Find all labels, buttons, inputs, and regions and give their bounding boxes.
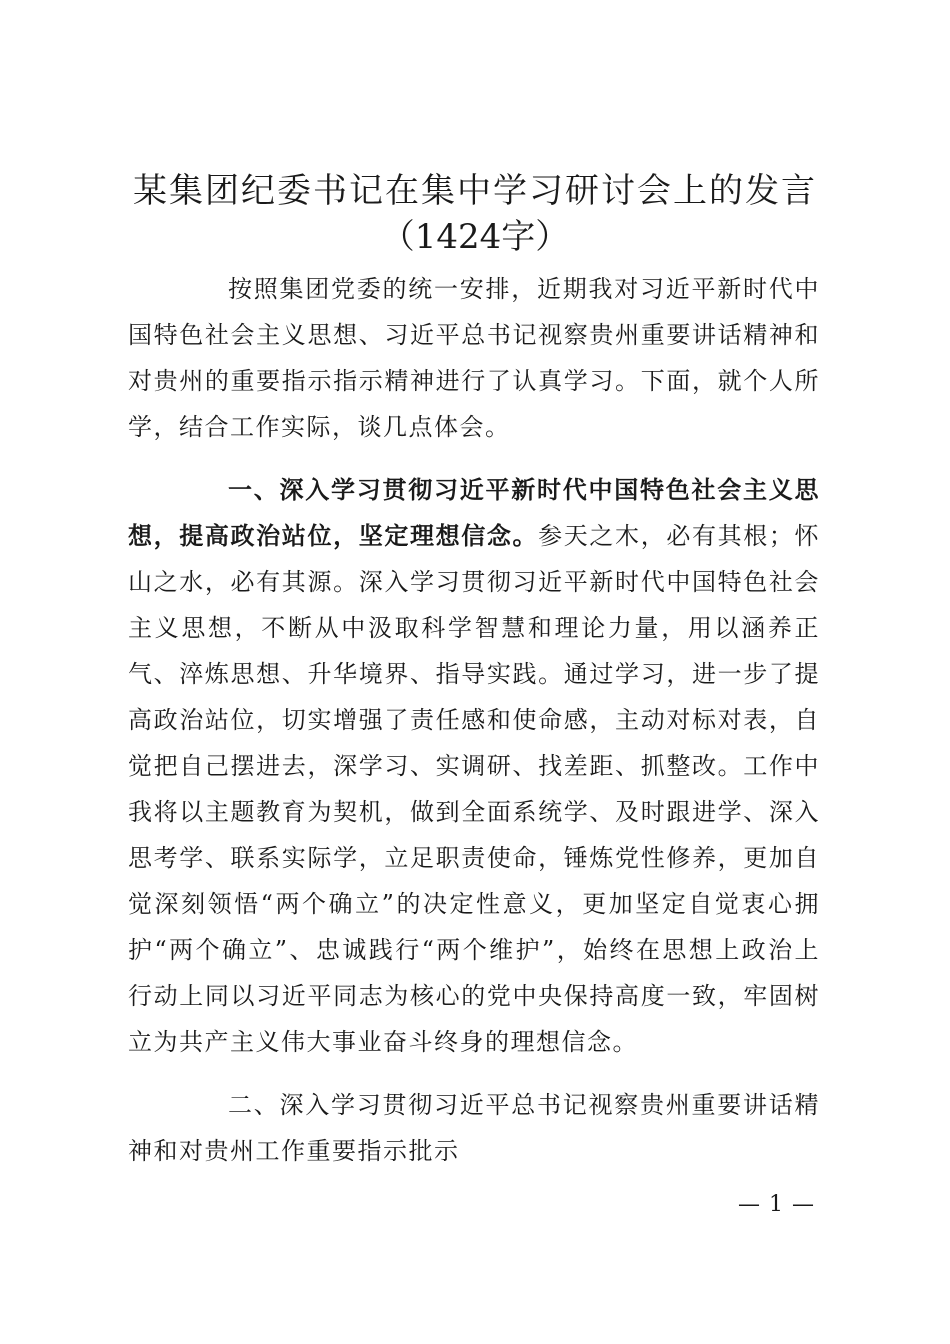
document-title: 某集团纪委书记在集中学习研讨会上的发言	[133, 171, 817, 211]
page-number: — 1 —	[738, 1192, 815, 1217]
paragraph-section-one	[128, 467, 820, 1065]
section-one-heading: 一、深入学习贯彻习近平新时代中国特色社会主义思想，提高政治站位，坚定理想信念。	[128, 475, 820, 550]
section-one-text: 参天之木，必有其根；怀山之水，必有其源。深入学习贯彻习近平新时代中国特色社会主义思想，不断从中汲取科学智慧和理论力量，用以涵养正气、淬炼思想、升华境界、指导实践。通过学习，进一步了提高政治站位，切实增强了责任感和使命感，主动对标对表，自觉把自己摆进去，深学习、实调研、找差距、抓整改。工作中我将以主题教育为契机，做到全面系统学、及时跟进学、深入思考学、联系实际学，立足职责使命，锤炼党性修养，更加自觉深刻领悟“两个确立”的决定性意义，更加坚定自觉衷心拥护“两个确立”、忠诚践行“两个维护”，始终在思想上政治上行动上同以习近平同志为核心的党中央保持高度一致，牢固树立为共产主义伟大事业奋斗终身的理想信念。	[128, 522, 821, 1056]
paragraph-section-two: 二、深入学习贯彻习近平总书记视察贵州重要讲话精神和对贵州工作重要指示批示	[128, 1091, 820, 1165]
document-subtitle: （1424字）	[380, 217, 570, 257]
document-body	[128, 266, 820, 1174]
paragraph-intro: 按照集团党委的统一安排，近期我对习近平新时代中国特色社会主义思想、习近平总书记视察贵州重要讲话精神和对贵州的重要指示指示精神进行了认真学习。下面，就个人所学，结合工作实际，谈几点体会。	[128, 275, 820, 441]
